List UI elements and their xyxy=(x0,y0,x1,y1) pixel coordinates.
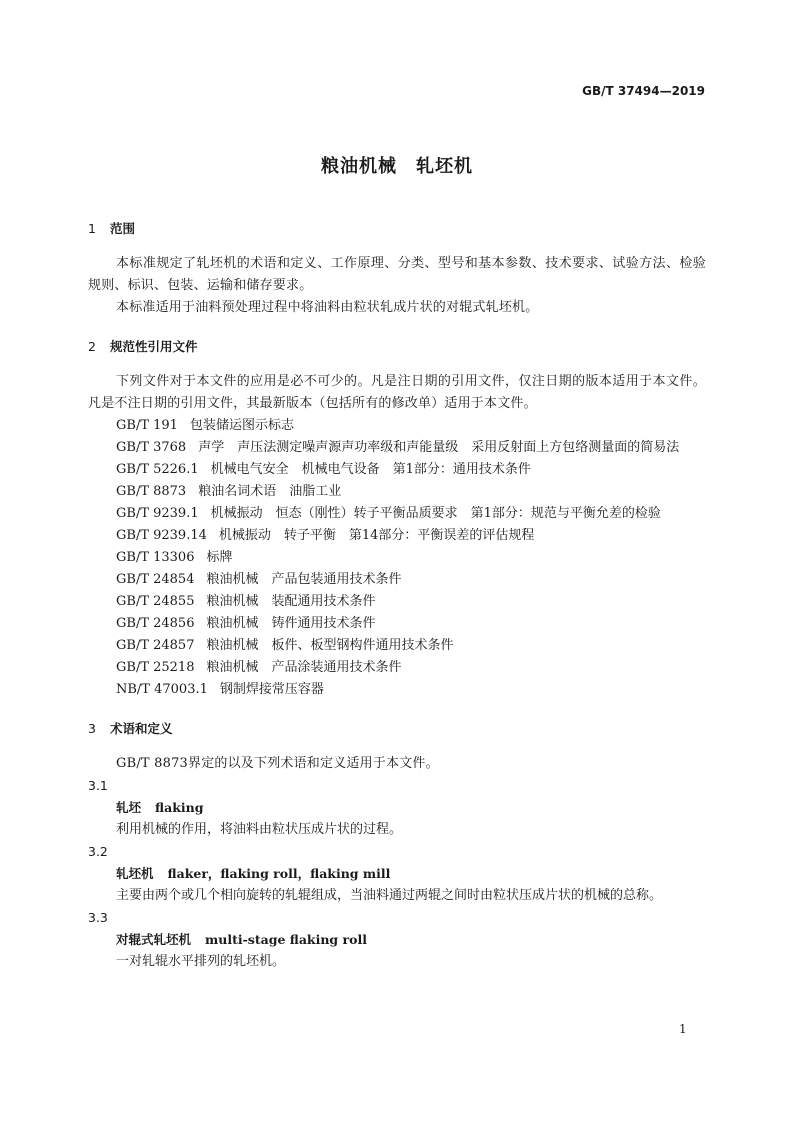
section-number: 3 xyxy=(88,721,96,736)
section-title: 术语和定义 xyxy=(110,721,173,736)
paragraph: 本标准规定了轧坯机的术语和定义、工作原理、分类、型号和基本参数、技术要求、试验方法、检验规则、标识、包装、运输和储存要求。 xyxy=(88,256,706,293)
reference-title: 粮油机械 铸件通用技术条件 xyxy=(206,616,376,631)
reference-code: GB/T 24856 xyxy=(116,616,195,631)
reference-code: GB/T 8873 xyxy=(116,484,187,499)
term-entry xyxy=(88,775,706,841)
term-en: flaker，flaking roll，flaking mill xyxy=(167,866,391,881)
reference-item xyxy=(88,503,706,525)
section-heading xyxy=(88,219,706,239)
paragraph: 本标准适用于油料预处理过程中将油料由粒状轧成片状的对辊式轧坯机。 xyxy=(116,300,539,315)
reference-item xyxy=(88,481,706,503)
reference-title: 粮油机械 板件、板型钢构件通用技术条件 xyxy=(206,638,454,653)
section-number: 1 xyxy=(88,221,96,236)
reference-code: NB/T 47003.1 xyxy=(116,682,208,697)
reference-item xyxy=(88,437,706,459)
paragraph: 下列文件对于本文件的应用是必不可少的。凡是注日期的引用文件，仅注日期的版本适用于本文件。凡是不注日期的引用文件，其最新版本（包括所有的修改单）适用于本文件。 xyxy=(88,374,706,411)
term-definition: 一对轧辊水平排列的轧坯机。 xyxy=(116,954,286,969)
term-title xyxy=(88,863,706,885)
reference-item xyxy=(88,657,706,679)
term-en: multi-stage flaking roll xyxy=(205,932,367,947)
reference-code: GB/T 24857 xyxy=(116,638,195,653)
term-definition: 主要由两个或几个相向旋转的轧辊组成，当油料通过两辊之间时由粒状压成片状的机械的总称。 xyxy=(116,888,663,903)
reference-title: 包装储运图示标志 xyxy=(189,418,294,433)
reference-title: 粮油名词术语 油脂工业 xyxy=(198,484,342,499)
term-number: 3.3 xyxy=(88,910,108,925)
reference-title: 粮油机械 装配通用技术条件 xyxy=(206,594,376,609)
section-scope xyxy=(88,219,706,319)
term-number: 3.2 xyxy=(88,844,108,859)
reference-code: GB/T 25218 xyxy=(116,660,195,675)
term-number: 3.1 xyxy=(88,778,108,793)
reference-code: GB/T 9239.14 xyxy=(116,528,207,543)
reference-item xyxy=(88,547,706,569)
section-terms-and-definitions xyxy=(88,719,706,973)
reference-item xyxy=(88,635,706,657)
reference-title: 机械电气安全 机械电气设备 第1部分：通用技术条件 xyxy=(210,462,531,477)
reference-item xyxy=(88,613,706,635)
reference-code: GB/T 3768 xyxy=(116,440,187,455)
reference-code: GB/T 13306 xyxy=(116,550,195,565)
section-title: 范围 xyxy=(110,221,136,236)
reference-code: GB/T 191 xyxy=(116,418,178,433)
reference-title: 声学 声压法测定噪声源声功率级和声能量级 采用反射面上方包络测量面的简易法 xyxy=(198,440,680,455)
term-en: flaking xyxy=(155,800,204,815)
reference-title: 粮油机械 产品涂装通用技术条件 xyxy=(206,660,402,675)
reference-item xyxy=(88,459,706,481)
reference-item xyxy=(88,415,706,437)
reference-code: GB/T 9239.1 xyxy=(116,506,199,521)
section-number: 2 xyxy=(88,339,96,354)
reference-item xyxy=(88,569,706,591)
document-title: 粮油机械 轧坯机 xyxy=(321,156,473,177)
term-zh: 轧坯机 xyxy=(116,866,154,881)
term-zh: 对辊式轧坯机 xyxy=(116,932,192,947)
section-title: 规范性引用文件 xyxy=(110,339,198,354)
term-entry xyxy=(88,907,706,973)
section-heading xyxy=(88,719,706,739)
reference-code: GB/T 24854 xyxy=(116,572,195,587)
term-title xyxy=(88,929,706,951)
reference-title: 钢制焊接常压容器 xyxy=(219,682,324,697)
reference-item xyxy=(88,591,706,613)
section-normative-references xyxy=(88,337,706,701)
reference-title: 标牌 xyxy=(206,550,233,565)
reference-title: 粮油机械 产品包装通用技术条件 xyxy=(206,572,402,587)
reference-item xyxy=(88,525,706,547)
page-number: 1 xyxy=(679,1022,687,1036)
standard-code: GB/T 37494—2019 xyxy=(582,84,705,98)
reference-item xyxy=(88,679,706,701)
term-zh: 轧坯 xyxy=(116,800,142,815)
reference-code: GB/T 24855 xyxy=(116,594,195,609)
term-definition: 利用机械的作用，将油料由粒状压成片状的过程。 xyxy=(116,822,403,837)
section-heading xyxy=(88,337,706,357)
document-body xyxy=(88,219,706,973)
term-entry xyxy=(88,841,706,907)
reference-title: 机械振动 转子平衡 第14部分：平衡误差的评估规程 xyxy=(218,528,535,543)
reference-code: GB/T 5226.1 xyxy=(116,462,199,477)
reference-title: 机械振动 恒态（刚性）转子平衡品质要求 第1部分：规范与平衡允差的检验 xyxy=(210,506,661,521)
paragraph: GB/T 8873界定的以及下列术语和定义适用于本文件。 xyxy=(116,756,439,771)
term-title xyxy=(88,797,706,819)
